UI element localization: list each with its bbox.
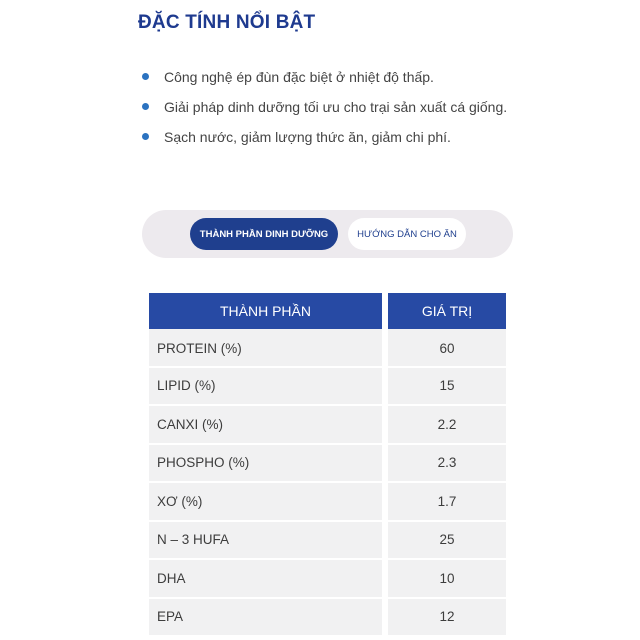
table-row	[149, 368, 506, 407]
feature-item	[140, 126, 520, 148]
tab-feeding-guide[interactable]: HƯỚNG DẪN CHO ĂN	[348, 218, 466, 250]
row-component-name: DHA	[149, 560, 382, 599]
row-value: 25	[388, 522, 506, 561]
table-row	[149, 329, 506, 368]
feature-list	[140, 66, 520, 148]
column-header-value: GIÁ TRỊ	[388, 293, 506, 329]
row-component-name: XƠ (%)	[149, 483, 382, 522]
row-value: 1.7	[388, 483, 506, 522]
table-row	[149, 483, 506, 522]
table-row	[149, 522, 506, 561]
feature-text: Giải pháp dinh dưỡng tối ưu cho trại sản xuất cá giống.	[164, 99, 508, 115]
bullet-dot-icon	[142, 103, 149, 110]
row-value: 15	[388, 368, 506, 407]
table-row	[149, 560, 506, 599]
row-component-name: N – 3 HUFA	[149, 522, 382, 561]
table-row	[149, 406, 506, 445]
row-component-name: CANXI (%)	[149, 406, 382, 445]
section-heading: ĐẶC TÍNH NỔI BẬT	[138, 12, 316, 33]
tab-bar	[142, 210, 513, 258]
row-component-name: EPA	[149, 599, 382, 638]
row-component-name: PROTEIN (%)	[149, 329, 382, 368]
feature-text: Công nghệ ép đùn đặc biệt ở nhiệt độ thấp.	[164, 69, 434, 85]
feature-item	[140, 96, 520, 118]
row-value: 2.2	[388, 406, 506, 445]
row-value: 2.3	[388, 445, 506, 484]
row-value: 12	[388, 599, 506, 638]
table-row	[149, 445, 506, 484]
nutrition-table	[143, 293, 512, 637]
row-component-name: PHOSPHO (%)	[149, 445, 382, 484]
row-value: 60	[388, 329, 506, 368]
bullet-dot-icon	[142, 133, 149, 140]
nutrition-table-container	[149, 293, 506, 637]
row-value: 10	[388, 560, 506, 599]
feature-text: Sạch nước, giảm lượng thức ăn, giảm chi phí.	[164, 129, 451, 145]
feature-item	[140, 66, 520, 88]
table-header-row	[149, 293, 506, 329]
row-component-name: LIPID (%)	[149, 368, 382, 407]
bullet-dot-icon	[142, 73, 149, 80]
table-row	[149, 599, 506, 638]
column-header-component: THÀNH PHẦN	[149, 293, 382, 329]
tab-nutrition[interactable]: THÀNH PHẦN DINH DƯỠNG	[190, 218, 338, 250]
